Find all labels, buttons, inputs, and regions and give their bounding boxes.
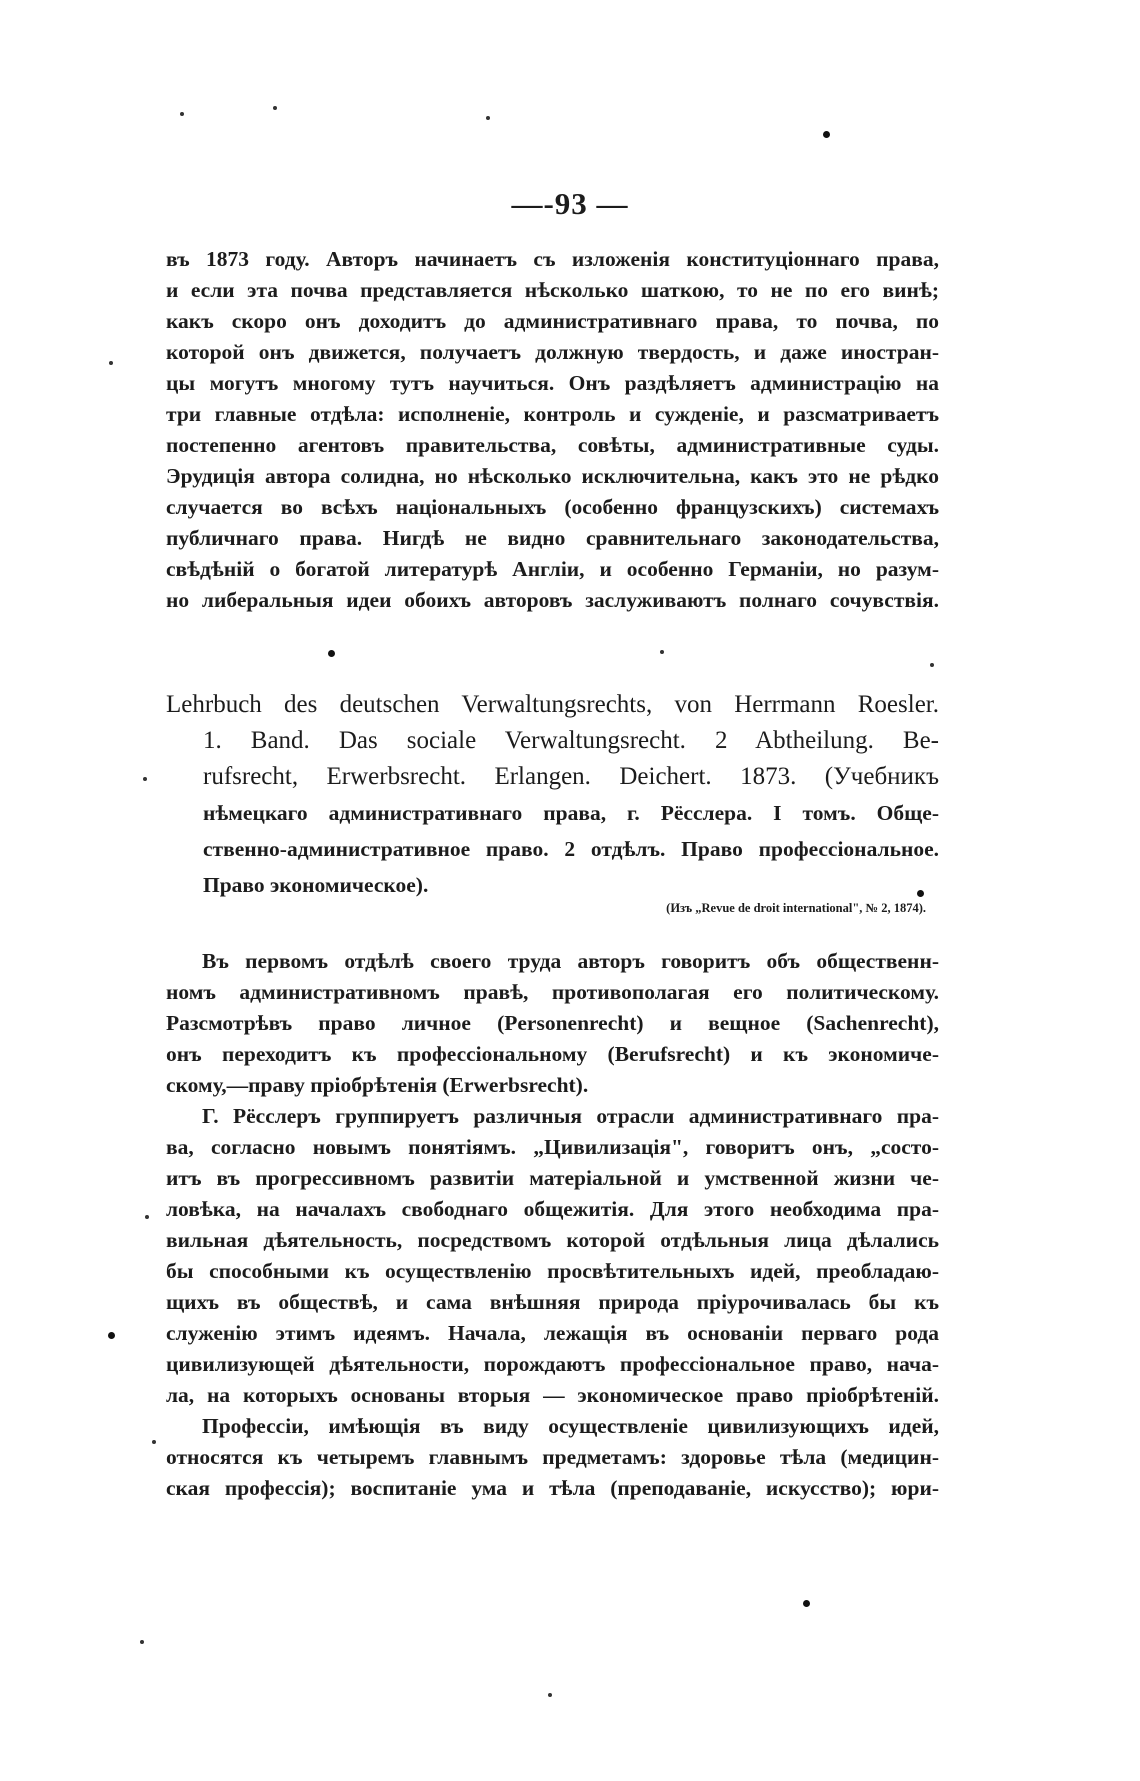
- book-title-line: Lehrbuch des deutschen Verwaltungsrechts, von Herrmann Roesler.: [166, 691, 939, 718]
- text-line: цы могутъ многому тутъ научиться. Онъ раздѣляетъ администрацію на: [166, 371, 939, 395]
- print-speck: [486, 116, 490, 120]
- book-title-line: rufsrecht, Erwerbsrecht. Erlangen. Deichert. 1873. (Учебникъ: [203, 763, 939, 790]
- book-title-line: ственно-административное право. 2 отдѣлъ. Право профессіональное.: [203, 837, 939, 861]
- text-line: случается во всѣхъ національныхъ (особенно французскихъ) системахъ: [166, 495, 939, 519]
- text-line: въ 1873 году. Авторъ начинаетъ съ изложенія конституціоннаго права,: [166, 247, 939, 271]
- print-speck: [108, 1332, 115, 1339]
- text-line: ла, на которыхъ основаны вторыя — экономическое право пріобрѣтеній.: [166, 1383, 939, 1407]
- review-body: [166, 946, 939, 1504]
- print-speck: [145, 1215, 149, 1219]
- print-speck: [930, 663, 934, 667]
- text-line: ловѣка, на началахъ свободнаго общежитія. Для этого необходима пра-: [166, 1197, 939, 1221]
- text-line: Разсмотрѣвъ право личное (Personenrecht) и вещное (Sachenrecht),: [166, 1011, 939, 1035]
- text-line: публичнаго права. Нигдѣ не видно сравнительнаго законодательства,: [166, 526, 939, 550]
- text-line: Въ первомъ отдѣлѣ своего труда авторъ говоритъ объ общественн-: [202, 949, 939, 973]
- text-line: которой онъ движется, получаетъ должную твердость, и даже иностран-: [166, 340, 939, 364]
- text-line: служенію этимъ идеямъ. Начала, лежащія въ основаніи перваго рода: [166, 1321, 939, 1345]
- print-speck: [152, 1440, 156, 1444]
- text-line: свѣдѣній о богатой литературѣ Англіи, и особенно Германіи, но разум-: [166, 557, 939, 581]
- text-line: вильная дѣятельность, посредствомъ которой отдѣльныя лица дѣлались: [166, 1228, 939, 1252]
- book-title-line: 1. Band. Das sociale Verwaltungsrecht. 2 Abtheilung. Be-: [203, 727, 939, 754]
- book-title-line: Право экономическое).: [203, 873, 429, 897]
- text-line: Профессіи, имѣющія въ виду осуществленіе цивилизующихъ идей,: [202, 1414, 939, 1438]
- print-speck: [803, 1600, 810, 1607]
- text-line: щихъ въ обществѣ, и сама внѣшняя природа пріурочивалась бы къ: [166, 1290, 939, 1314]
- text-line: относятся къ четыремъ главнымъ предметамъ: здоровье тѣла (медицин-: [166, 1445, 939, 1469]
- text-line: какъ скоро онъ доходитъ до административнаго права, то почва, по: [166, 309, 939, 333]
- print-speck: [180, 112, 184, 116]
- text-line: постепенно агентовъ правительства, совѣты, административные суды.: [166, 433, 939, 457]
- text-line: и если эта почва представляется нѣсколько шаткою, то не по его винѣ;: [166, 278, 939, 302]
- text-line: ская профессія); воспитаніе ума и тѣла (преподаваніе, искусство); юри-: [166, 1476, 939, 1500]
- text-line: номъ административномъ правѣ, противополагая его политическому.: [166, 980, 939, 1004]
- print-speck: [660, 650, 664, 654]
- print-speck: [140, 1640, 144, 1644]
- text-line: скому,—праву пріобрѣтенія (Erwerbsrecht).: [166, 1073, 589, 1097]
- text-line: онъ переходитъ къ профессіональному (Berufsrecht) и къ экономиче-: [166, 1042, 939, 1066]
- text-line: но либеральныя идеи обоихъ авторовъ заслуживаютъ полнаго сочувствія.: [166, 588, 939, 612]
- source-note: (Изъ „Revue de droit international", № 2, 1874).: [666, 901, 926, 915]
- text-line: три главные отдѣла: исполненіе, контроль и сужденіе, и разсматриваетъ: [166, 402, 939, 426]
- text-line: ва, согласно новымъ понятіямъ. „Цивилизація", говоритъ онъ, „состо-: [166, 1135, 939, 1159]
- text-line: бы способными къ осуществленію просвѣтительныхъ идей, преобладаю-: [166, 1259, 939, 1283]
- text-line: Г. Рёсслеръ группируетъ различныя отрасли административнаго пра-: [202, 1104, 939, 1128]
- text-line: итъ въ прогрессивномъ развитіи матеріальной и умственной жизни че-: [166, 1166, 939, 1190]
- review-continuation: [166, 244, 939, 616]
- print-speck: [273, 106, 277, 110]
- text-line: Эрудиція автора солидна, но нѣсколько исключительна, какъ это не рѣдко: [166, 464, 939, 488]
- book-title-line: нѣмецкаго административнаго права, г. Рёсслера. I томъ. Обще-: [203, 801, 939, 825]
- print-speck: [328, 650, 335, 657]
- print-speck: [143, 777, 147, 781]
- page-number: —-93 —: [511, 186, 629, 221]
- book-entry-heading: [166, 687, 939, 903]
- text-line: цивилизующей дѣятельности, порождаютъ профессіональное право, нача-: [166, 1352, 939, 1376]
- print-speck: [109, 361, 113, 365]
- print-speck: [823, 131, 830, 138]
- print-speck: [548, 1693, 552, 1697]
